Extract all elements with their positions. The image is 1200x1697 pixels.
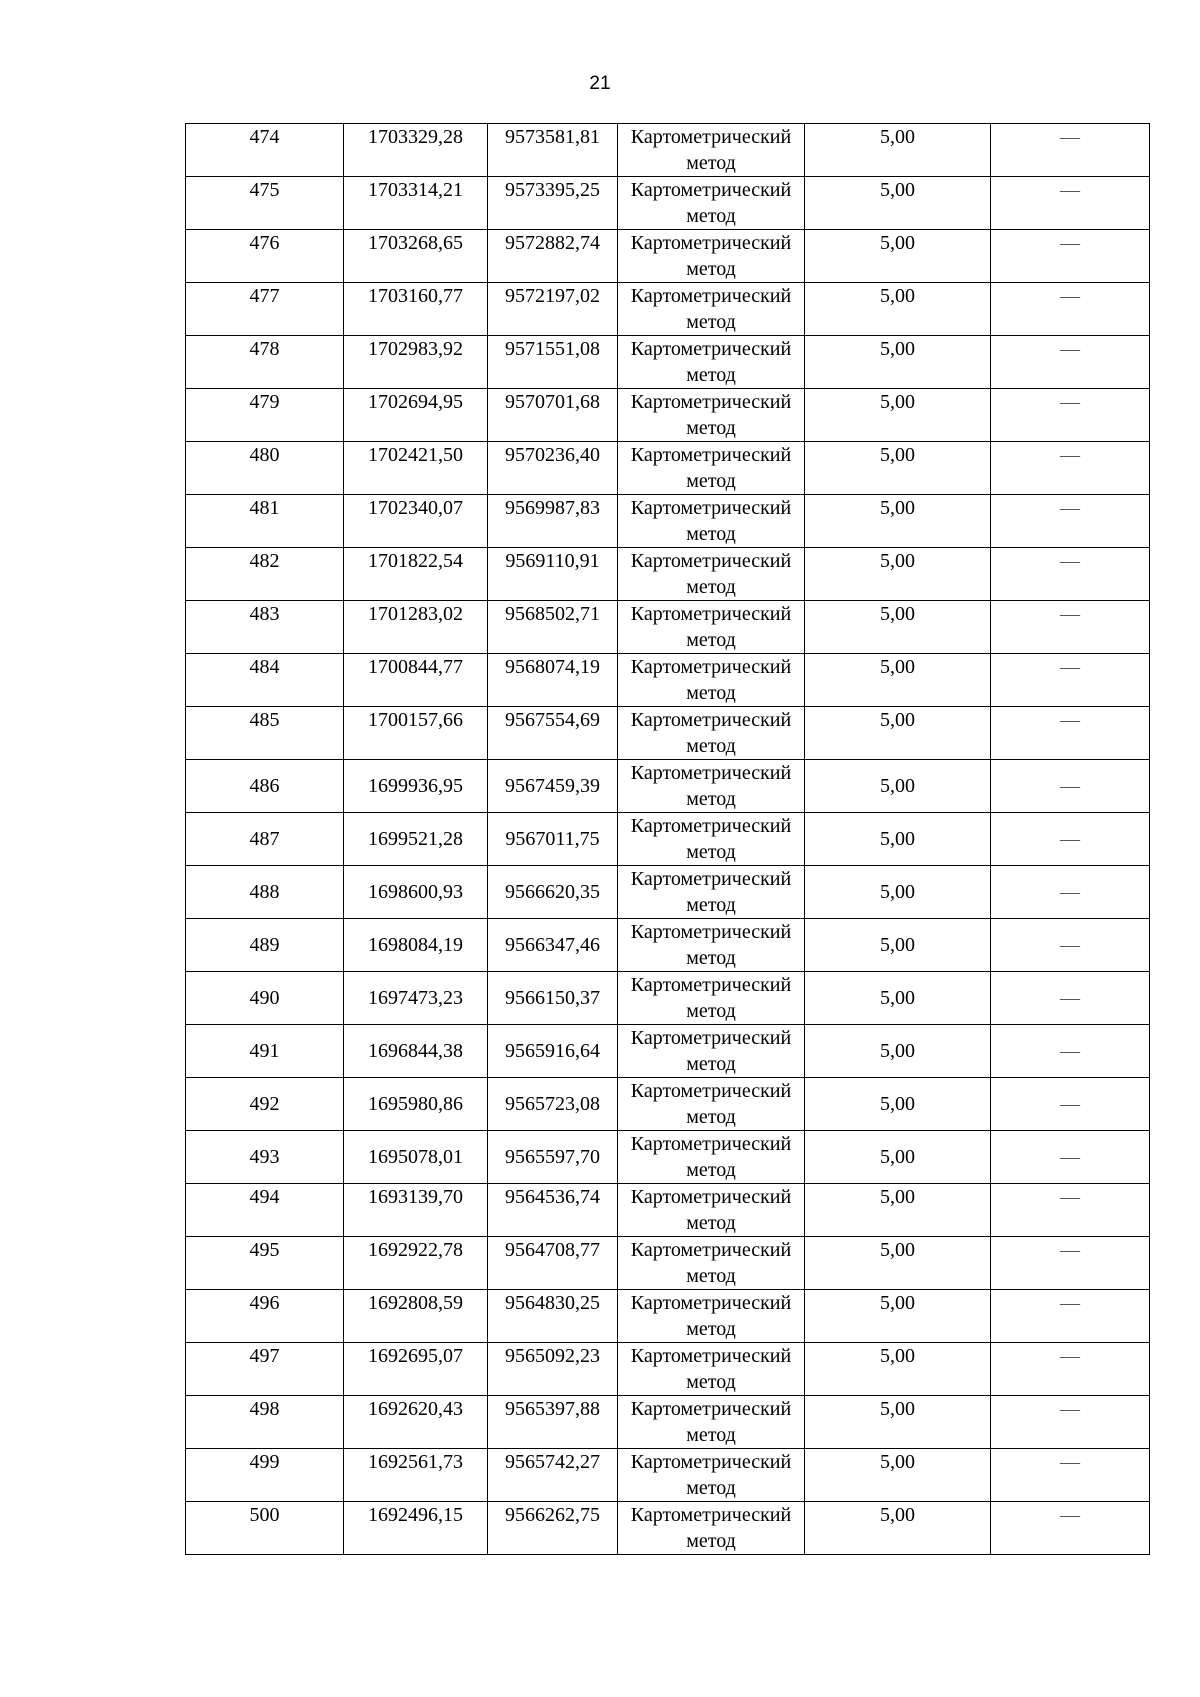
x-coordinate-cell: 1702983,92 [344,336,488,389]
note-cell: — [991,654,1150,707]
method-line-1: Картометрический [630,1345,792,1367]
precision-cell: 5,00 [805,389,991,442]
precision-cell: 5,00 [805,813,991,866]
point-number-cell: 482 [186,548,344,601]
y-coordinate-cell: 9573395,25 [488,177,618,230]
precision-cell: 5,00 [805,1502,991,1555]
method-line-2: метод [686,1106,736,1128]
point-number-cell: 487 [186,813,344,866]
point-number-cell: 488 [186,866,344,919]
method-line-2: метод [686,841,736,863]
note-cell: — [991,1343,1150,1396]
method-line-2: метод [686,1053,736,1075]
point-number-cell: 483 [186,601,344,654]
method-line-1: Картометрический [630,550,792,572]
note-cell: — [991,1237,1150,1290]
method-cell [618,919,805,972]
y-coordinate-cell: 9567011,75 [488,813,618,866]
table-row [186,654,1150,707]
method-line-2: метод [686,523,736,545]
method-cell [618,124,805,177]
note-cell: — [991,1396,1150,1449]
method-line-1: Картометрический [630,232,792,254]
method-cell [618,813,805,866]
precision-cell: 5,00 [805,1078,991,1131]
x-coordinate-cell: 1693139,70 [344,1184,488,1237]
note-cell: — [991,230,1150,283]
y-coordinate-cell: 9571551,08 [488,336,618,389]
method-line-2: метод [686,947,736,969]
method-cell [618,1237,805,1290]
method-line-2: метод [686,470,736,492]
x-coordinate-cell: 1692561,73 [344,1449,488,1502]
table-row [186,442,1150,495]
method-line-2: метод [686,629,736,651]
method-line-2: метод [686,417,736,439]
note-cell: — [991,972,1150,1025]
precision-cell: 5,00 [805,548,991,601]
x-coordinate-cell: 1700157,66 [344,707,488,760]
y-coordinate-cell: 9570236,40 [488,442,618,495]
method-line-2: метод [686,152,736,174]
y-coordinate-cell: 9569987,83 [488,495,618,548]
point-number-cell: 498 [186,1396,344,1449]
method-line-2: метод [686,258,736,280]
note-cell: — [991,177,1150,230]
table-row [186,1078,1150,1131]
y-coordinate-cell: 9570701,68 [488,389,618,442]
method-line-1: Картометрический [630,1504,792,1526]
point-number-cell: 486 [186,760,344,813]
method-cell [618,548,805,601]
point-number-cell: 477 [186,283,344,336]
method-line-1: Картометрический [630,1398,792,1420]
point-number-cell: 500 [186,1502,344,1555]
x-coordinate-cell: 1699936,95 [344,760,488,813]
x-coordinate-cell: 1700844,77 [344,654,488,707]
point-number-cell: 489 [186,919,344,972]
method-line-2: метод [686,1265,736,1287]
method-cell [618,336,805,389]
method-cell [618,1343,805,1396]
table-body [186,124,1150,1555]
table-row [186,707,1150,760]
note-cell: — [991,1290,1150,1343]
x-coordinate-cell: 1692496,15 [344,1502,488,1555]
y-coordinate-cell: 9565092,23 [488,1343,618,1396]
method-line-1: Картометрический [630,815,792,837]
method-cell [618,1025,805,1078]
x-coordinate-cell: 1696844,38 [344,1025,488,1078]
note-cell: — [991,760,1150,813]
precision-cell: 5,00 [805,1290,991,1343]
method-line-1: Картометрический [630,126,792,148]
y-coordinate-cell: 9568502,71 [488,601,618,654]
method-cell [618,1078,805,1131]
method-cell [618,230,805,283]
table-row [186,1131,1150,1184]
note-cell: — [991,1025,1150,1078]
method-cell [618,177,805,230]
point-number-cell: 484 [186,654,344,707]
table-row [186,389,1150,442]
y-coordinate-cell: 9564536,74 [488,1184,618,1237]
method-cell [618,389,805,442]
point-number-cell: 481 [186,495,344,548]
table-row [186,548,1150,601]
y-coordinate-cell: 9569110,91 [488,548,618,601]
x-coordinate-cell: 1698600,93 [344,866,488,919]
note-cell: — [991,548,1150,601]
method-cell [618,283,805,336]
point-number-cell: 490 [186,972,344,1025]
method-line-2: метод [686,735,736,757]
point-number-cell: 480 [186,442,344,495]
point-number-cell: 497 [186,1343,344,1396]
table-row [186,866,1150,919]
table-row [186,1237,1150,1290]
note-cell: — [991,707,1150,760]
method-line-2: метод [686,1318,736,1340]
table-row [186,972,1150,1025]
method-cell [618,972,805,1025]
point-number-cell: 476 [186,230,344,283]
method-cell [618,1290,805,1343]
note-cell: — [991,1184,1150,1237]
y-coordinate-cell: 9568074,19 [488,654,618,707]
note-cell: — [991,1449,1150,1502]
x-coordinate-cell: 1702694,95 [344,389,488,442]
y-coordinate-cell: 9565742,27 [488,1449,618,1502]
y-coordinate-cell: 9565597,70 [488,1131,618,1184]
method-line-1: Картометрический [630,603,792,625]
y-coordinate-cell: 9573581,81 [488,124,618,177]
method-line-1: Картометрический [630,497,792,519]
x-coordinate-cell: 1702421,50 [344,442,488,495]
x-coordinate-cell: 1695078,01 [344,1131,488,1184]
x-coordinate-cell: 1699521,28 [344,813,488,866]
method-line-1: Картометрический [630,1292,792,1314]
precision-cell: 5,00 [805,601,991,654]
table-row [186,336,1150,389]
table-row [186,177,1150,230]
precision-cell: 5,00 [805,866,991,919]
point-number-cell: 495 [186,1237,344,1290]
method-line-1: Картометрический [630,1080,792,1102]
y-coordinate-cell: 9565723,08 [488,1078,618,1131]
note-cell: — [991,495,1150,548]
method-cell [618,707,805,760]
y-coordinate-cell: 9572197,02 [488,283,618,336]
method-line-1: Картометрический [630,1027,792,1049]
method-cell [618,1396,805,1449]
method-line-2: метод [686,894,736,916]
method-cell [618,601,805,654]
method-line-1: Картометрический [630,391,792,413]
x-coordinate-cell: 1703314,21 [344,177,488,230]
table-row [186,1184,1150,1237]
table-row [186,1343,1150,1396]
y-coordinate-cell: 9572882,74 [488,230,618,283]
table-row [186,813,1150,866]
x-coordinate-cell: 1692922,78 [344,1237,488,1290]
precision-cell: 5,00 [805,283,991,336]
coordinates-table [185,123,1150,1555]
method-line-2: метод [686,1212,736,1234]
x-coordinate-cell: 1703268,65 [344,230,488,283]
precision-cell: 5,00 [805,1131,991,1184]
method-line-2: метод [686,1000,736,1022]
y-coordinate-cell: 9564708,77 [488,1237,618,1290]
method-cell [618,495,805,548]
method-line-2: метод [686,1159,736,1181]
table-row [186,1502,1150,1555]
point-number-cell: 491 [186,1025,344,1078]
x-coordinate-cell: 1695980,86 [344,1078,488,1131]
y-coordinate-cell: 9566347,46 [488,919,618,972]
note-cell: — [991,1078,1150,1131]
method-cell [618,760,805,813]
method-line-1: Картометрический [630,1133,792,1155]
precision-cell: 5,00 [805,972,991,1025]
method-line-1: Картометрический [630,656,792,678]
x-coordinate-cell: 1697473,23 [344,972,488,1025]
table-row [186,124,1150,177]
method-line-1: Картометрический [630,1186,792,1208]
x-coordinate-cell: 1703329,28 [344,124,488,177]
method-line-2: метод [686,1530,736,1552]
method-cell [618,866,805,919]
method-cell [618,1131,805,1184]
x-coordinate-cell: 1692620,43 [344,1396,488,1449]
table-row [186,919,1150,972]
x-coordinate-cell: 1692695,07 [344,1343,488,1396]
y-coordinate-cell: 9566620,35 [488,866,618,919]
point-number-cell: 499 [186,1449,344,1502]
precision-cell: 5,00 [805,177,991,230]
y-coordinate-cell: 9567459,39 [488,760,618,813]
point-number-cell: 485 [186,707,344,760]
method-line-1: Картометрический [630,921,792,943]
table-row [186,495,1150,548]
method-line-2: метод [686,1371,736,1393]
precision-cell: 5,00 [805,1396,991,1449]
method-line-2: метод [686,364,736,386]
precision-cell: 5,00 [805,230,991,283]
point-number-cell: 475 [186,177,344,230]
method-line-2: метод [686,788,736,810]
x-coordinate-cell: 1692808,59 [344,1290,488,1343]
y-coordinate-cell: 9565916,64 [488,1025,618,1078]
method-line-2: метод [686,682,736,704]
note-cell: — [991,283,1150,336]
precision-cell: 5,00 [805,1184,991,1237]
note-cell: — [991,442,1150,495]
x-coordinate-cell: 1703160,77 [344,283,488,336]
y-coordinate-cell: 9566150,37 [488,972,618,1025]
table-row [186,230,1150,283]
table-row [186,1396,1150,1449]
point-number-cell: 478 [186,336,344,389]
point-number-cell: 474 [186,124,344,177]
y-coordinate-cell: 9565397,88 [488,1396,618,1449]
precision-cell: 5,00 [805,495,991,548]
precision-cell: 5,00 [805,1025,991,1078]
precision-cell: 5,00 [805,1237,991,1290]
note-cell: — [991,601,1150,654]
table-row [186,760,1150,813]
page-number: 21 [589,73,611,94]
x-coordinate-cell: 1702340,07 [344,495,488,548]
point-number-cell: 479 [186,389,344,442]
precision-cell: 5,00 [805,336,991,389]
note-cell: — [991,389,1150,442]
method-line-2: метод [686,311,736,333]
method-line-1: Картометрический [630,709,792,731]
table-row [186,1449,1150,1502]
method-line-1: Картометрический [630,285,792,307]
method-cell [618,1502,805,1555]
note-cell: — [991,919,1150,972]
method-line-2: метод [686,205,736,227]
x-coordinate-cell: 1701283,02 [344,601,488,654]
method-line-1: Картометрический [630,868,792,890]
note-cell: — [991,813,1150,866]
note-cell: — [991,124,1150,177]
y-coordinate-cell: 9566262,75 [488,1502,618,1555]
method-line-1: Картометрический [630,1239,792,1261]
note-cell: — [991,1502,1150,1555]
note-cell: — [991,336,1150,389]
method-line-1: Картометрический [630,179,792,201]
x-coordinate-cell: 1698084,19 [344,919,488,972]
precision-cell: 5,00 [805,919,991,972]
point-number-cell: 493 [186,1131,344,1184]
method-line-1: Картометрический [630,338,792,360]
precision-cell: 5,00 [805,654,991,707]
method-cell [618,1184,805,1237]
method-line-1: Картометрический [630,974,792,996]
precision-cell: 5,00 [805,124,991,177]
method-line-2: метод [686,576,736,598]
method-line-1: Картометрический [630,1451,792,1473]
method-cell [618,442,805,495]
precision-cell: 5,00 [805,707,991,760]
x-coordinate-cell: 1701822,54 [344,548,488,601]
method-line-2: метод [686,1424,736,1446]
note-cell: — [991,866,1150,919]
point-number-cell: 494 [186,1184,344,1237]
y-coordinate-cell: 9567554,69 [488,707,618,760]
point-number-cell: 492 [186,1078,344,1131]
table-row [186,283,1150,336]
table-row [186,1025,1150,1078]
table-row [186,601,1150,654]
method-cell [618,654,805,707]
method-line-1: Картометрический [630,762,792,784]
method-line-1: Картометрический [630,444,792,466]
method-cell [618,1449,805,1502]
precision-cell: 5,00 [805,1449,991,1502]
point-number-cell: 496 [186,1290,344,1343]
precision-cell: 5,00 [805,760,991,813]
table-row [186,1290,1150,1343]
note-cell: — [991,1131,1150,1184]
precision-cell: 5,00 [805,442,991,495]
method-line-2: метод [686,1477,736,1499]
y-coordinate-cell: 9564830,25 [488,1290,618,1343]
precision-cell: 5,00 [805,1343,991,1396]
